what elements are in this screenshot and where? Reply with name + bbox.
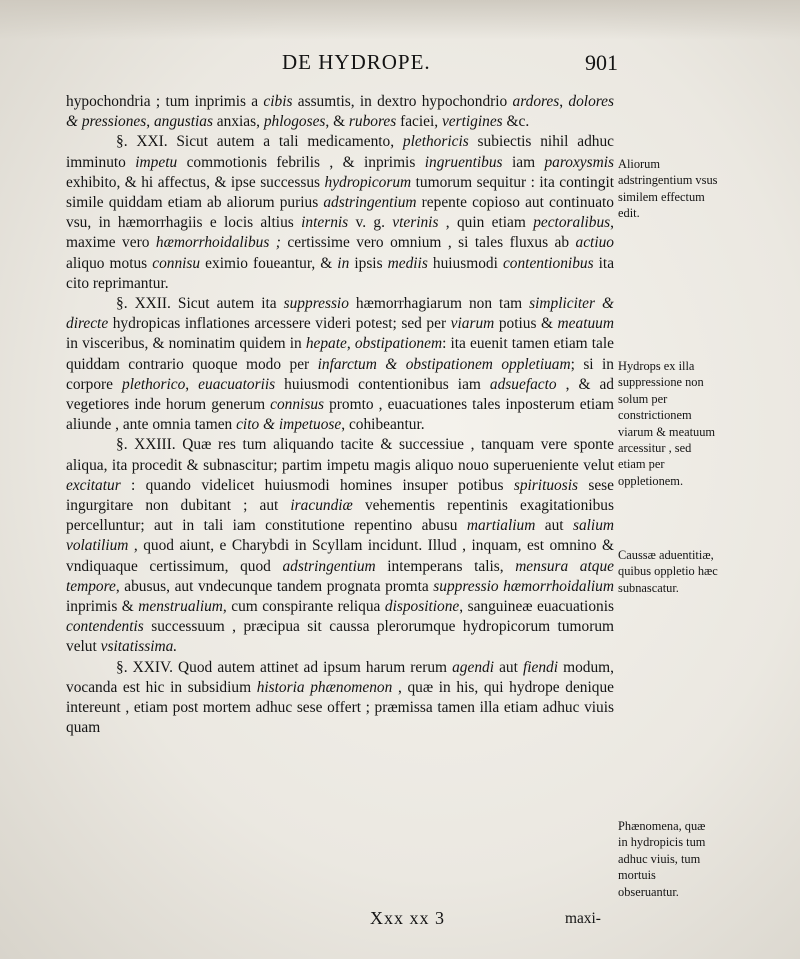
text-run: : ita euenit tamen etiam tale quiddam contrario quoque modo per: [66, 335, 614, 373]
italic-run: in: [337, 254, 350, 272]
italic-run: dolores & pressiones: [66, 93, 615, 131]
text-run: §. XXII. Sicut autem ita: [116, 295, 284, 313]
paragraph-p24: [66, 658, 614, 739]
italic-run: phlogoses: [263, 113, 326, 131]
text-run: §. XXIII. Quæ res tum aliquando tacite & successiue , tanquam vere sponte aliqua, ita procedit & subnascitur; partim impetu magis aliquo nouo superueniente velut: [66, 436, 614, 474]
margin-note-caussae: Caussæ aduentitiæ, quibus oppletio hæc subnascatur.: [618, 548, 718, 595]
text-run: v. g.: [348, 214, 393, 232]
italic-run: actiuo: [575, 234, 615, 252]
italic-run: hydropicorum: [324, 173, 412, 191]
text-run: exhibito, & hi affectus, & ipse successus: [66, 173, 325, 191]
italic-run: mensura atque tempore: [66, 557, 614, 595]
text-run: iam: [502, 153, 545, 171]
margin-note-phaenomena: Phænomena, quæ in hydropicis tum adhuc viuis, tum mortuis obseruantur.: [618, 819, 706, 899]
italic-run: viarum: [450, 315, 495, 333]
catchword: maxi-: [565, 910, 601, 927]
italic-run: adstringentium: [323, 194, 417, 212]
text-run: §. XXI. Sicut autem a tali medicamento,: [116, 133, 403, 151]
italic-run: ingruentibus: [424, 153, 503, 171]
italic-run: menstrualium: [138, 598, 223, 616]
text-run: , quod aiunt, e Charybdi in Scyllam incidunt. Illud , inquam, est omnino & vndiquaque certissimum, quod: [66, 537, 614, 575]
text-run: ita cito reprimantur.: [66, 254, 615, 292]
page-number: 901: [585, 50, 618, 75]
italic-run: euacuatoriis: [198, 375, 276, 393]
text-run: eximio foueantur, &: [200, 254, 338, 272]
text-run: potius &: [494, 315, 558, 333]
italic-run: excitatur: [66, 476, 121, 494]
margin-note-hydrops: Hydrops ex illa suppressione non solum per constrictionem viarum & meatuum arcessitur , sed etiam per oppletionem.: [618, 359, 716, 488]
text-run: ,: [146, 113, 154, 131]
text-run: , &: [325, 113, 349, 131]
italic-run: historia phænomenon: [256, 678, 393, 696]
text-run: huiusmodi: [427, 254, 503, 272]
italic-run: plethoricis: [402, 133, 469, 151]
text-run: aut: [535, 517, 573, 535]
text-run: hypochondria ; tum inprimis a: [66, 93, 264, 110]
main-text-column: [66, 92, 614, 739]
paragraph-p23: [66, 435, 614, 657]
paragraph-p22: [66, 294, 614, 435]
italic-run: mediis: [387, 254, 428, 272]
italic-run: paroxysmis: [544, 153, 614, 171]
text-run: assumtis, in dextro hypochondrio: [292, 93, 513, 110]
italic-run: connisus: [270, 396, 325, 414]
italic-run: obstipationem: [354, 335, 443, 353]
paragraph-p21: [66, 132, 614, 294]
text-run: , cum conspirante reliqua: [222, 598, 385, 616]
text-run: successuum , præcipua sit caussa plerorumque hydropicorum tumorum velut: [66, 618, 614, 656]
text-run: , sanguineæ euacuationis: [459, 598, 614, 616]
italic-run: agendi: [452, 658, 494, 676]
text-run: subiectis nihil adhuc imminuto: [66, 133, 615, 171]
margin-note-aliorum: Aliorum adstringentium vsus similem effectum edit.: [618, 157, 718, 221]
italic-run: salium volatilium: [66, 517, 615, 555]
text-run: ,: [346, 335, 355, 353]
text-run: , cohibeantur.: [341, 416, 425, 434]
text-run: §. XXIV. Quod autem attinet ad ipsum harum rerum: [116, 658, 453, 676]
italic-run: meatuum: [557, 315, 614, 333]
italic-run: pectoralibus: [533, 214, 611, 232]
text-run: aliquo motus: [66, 254, 153, 272]
italic-run: spirituosis: [513, 476, 578, 494]
italic-run: vterinis: [392, 214, 439, 232]
text-run: ; si in corpore: [66, 355, 614, 393]
signature-mark: Xxx xx 3: [370, 908, 445, 928]
text-run: commotionis febrilis , & inprimis: [177, 153, 425, 171]
text-run: , & ad vegetiores inde horum generum: [66, 375, 614, 414]
text-run: intemperans talis,: [375, 557, 516, 575]
italic-run: fiendi: [522, 658, 559, 676]
italic-run: connisu: [152, 254, 201, 272]
text-run: : quando videlicet huiusmodi homines insuper potibus: [120, 476, 514, 494]
text-run: promto , euacuationes tales inposterum etiam aliunde , ante omnia tamen: [66, 396, 614, 434]
text-run: , quæ in his, qui hydrope denique intereunt , etiam post mortem adhuc sese offert ; præmissa tamen illa etiam adhuc viuis quam: [66, 678, 614, 737]
italic-run: cito & impetuose: [236, 416, 342, 434]
text-run: aut: [494, 658, 523, 676]
text-run: tumorum sequitur : ita contingit simile quiddam etiam ab aliorum purius: [66, 173, 614, 212]
italic-run: adsuefacto: [489, 375, 557, 393]
margin-notes-column: [618, 0, 800, 959]
italic-run: hepate: [305, 335, 347, 353]
text-run: repente copioso aut continuato vsu, in hæmorrhagiis e locis altius: [66, 194, 615, 232]
text-run: modum, vocanda est hic in subsidium: [66, 658, 614, 696]
italic-run: contentionibus: [502, 254, 594, 272]
italic-run: suppressio: [283, 295, 349, 313]
italic-run: infarctum & obstipationem oppletiuam: [317, 355, 571, 373]
text-run: sese ingurgitare non dubitant ; aut: [66, 476, 614, 515]
italic-run: plethorico: [122, 375, 186, 393]
italic-run: dispositione: [384, 598, 460, 616]
italic-run: simpliciter & directe: [66, 295, 614, 333]
text-run: vehementis repentinis exagitationibus percelluntur; aut in tali iam constitutione repentino abusu: [66, 497, 614, 535]
text-run: , abusus, aut vndecunque tandem prognata promta: [115, 577, 434, 595]
italic-run: hæmorrhoidalibus ;: [155, 234, 281, 252]
text-run: in visceribus, & nominatim quidem in: [66, 335, 306, 353]
italic-run: suppressio hæmorrhoidalium: [433, 577, 614, 595]
running-title: DE HYDROPE.: [282, 50, 431, 74]
italic-run: cibis: [263, 93, 293, 110]
text-run: &c.: [502, 113, 530, 131]
text-run: anxias,: [212, 113, 264, 131]
italic-run: angustias: [153, 113, 213, 131]
text-run: ipsis: [349, 254, 388, 272]
text-run: ,: [559, 93, 569, 110]
text-run: inprimis &: [66, 598, 139, 616]
text-run: hæmorrhagiarum non tam: [348, 295, 530, 313]
italic-run: rubores: [348, 113, 397, 131]
italic-run: internis: [301, 214, 349, 232]
italic-run: contendentis: [66, 618, 144, 636]
text-run: huiusmodi contentionibus iam: [275, 375, 490, 393]
text-run: , maxime vero: [66, 214, 614, 252]
italic-run: impetu: [135, 153, 178, 171]
italic-run: ardores: [512, 93, 560, 110]
italic-run: iracundiæ: [290, 497, 353, 515]
text-run: , quin etiam: [438, 214, 534, 232]
paragraph-p0: [66, 92, 614, 132]
italic-run: adstringentium: [282, 557, 376, 575]
text-run: hydropicas inflationes arcessere videri potest; sed per: [108, 315, 451, 333]
italic-run: vsitatissima.: [100, 638, 178, 656]
italic-run: martialium: [466, 517, 536, 535]
text-run: certissime vero omnium , si tales fluxus ab: [280, 234, 576, 252]
italic-run: vertigines: [441, 113, 503, 131]
text-run: faciei,: [396, 113, 442, 131]
text-run: ,: [185, 375, 199, 393]
